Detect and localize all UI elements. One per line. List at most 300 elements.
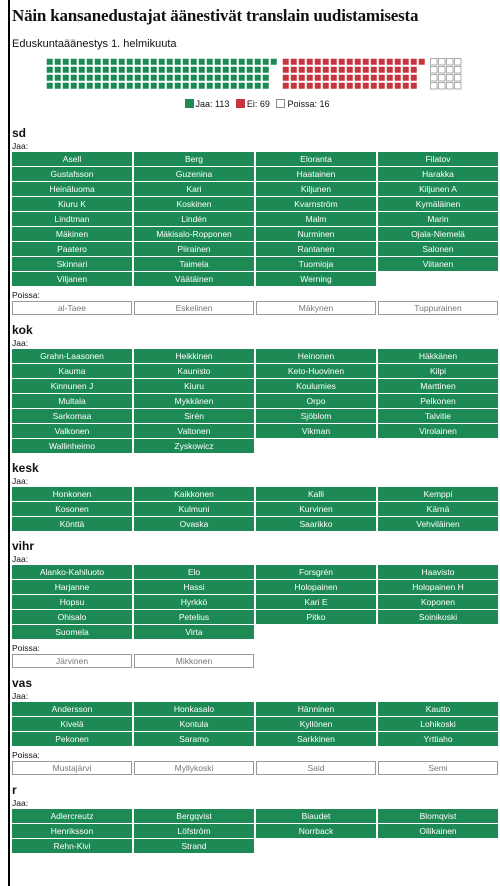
waffle-cell-yes: [255, 83, 262, 90]
waffle-cell-yes: [263, 67, 270, 74]
waffle-cell-yes: [223, 67, 230, 74]
member-yes: Biaudet: [256, 809, 376, 823]
member-yes: Kiuru: [134, 379, 254, 393]
member-absent: Said: [256, 761, 376, 775]
waffle-cell-no: [363, 75, 370, 82]
waffle-cell-absent: [431, 67, 438, 74]
member-yes: Pelkonen: [378, 394, 498, 408]
waffle-cell-yes: [143, 83, 150, 90]
chart-subtitle: Eduskuntaäänestys 1. helmikuuta: [12, 38, 177, 50]
waffle-cell-yes: [119, 67, 126, 74]
waffle-cell-no: [347, 59, 354, 66]
waffle-cell-yes: [183, 83, 190, 90]
member-yes: Heikkinen: [134, 349, 254, 363]
yes-votes-grid: [12, 809, 498, 853]
waffle-cell-yes: [135, 67, 142, 74]
waffle-cell-yes: [47, 59, 54, 66]
member-absent: Eskelinen: [134, 301, 254, 315]
member-yes: Ohisalo: [12, 610, 132, 624]
party-section-r: [12, 781, 498, 853]
waffle-cell-yes: [151, 75, 158, 82]
waffle-cell-yes: [247, 67, 254, 74]
member-yes: Mykkänen: [134, 394, 254, 408]
waffle-cell-absent: [455, 75, 462, 82]
member-absent: Semi: [378, 761, 498, 775]
member-yes: Kinnunen J: [12, 379, 132, 393]
waffle-cell-no: [387, 67, 394, 74]
waffle-cell-absent: [455, 59, 462, 66]
member-yes: Koulumies: [256, 379, 376, 393]
waffle-cell-yes: [111, 75, 118, 82]
waffle-cell-no: [299, 59, 306, 66]
waffle-cell-yes: [175, 75, 182, 82]
waffle-cell-no: [403, 83, 410, 90]
member-yes: Kari E: [256, 595, 376, 609]
waffle-cell-no: [395, 67, 402, 74]
waffle-cell-yes: [135, 59, 142, 66]
member-yes: Marin: [378, 212, 498, 226]
waffle-cell-yes: [79, 59, 86, 66]
waffle-cell-no: [339, 67, 346, 74]
waffle-cell-absent: [447, 67, 454, 74]
waffle-cell-no: [315, 75, 322, 82]
waffle-cell-no: [411, 67, 418, 74]
party-name: r: [12, 783, 17, 797]
waffle-cell-yes: [207, 83, 214, 90]
waffle-cell-yes: [151, 83, 158, 90]
yes-votes-grid: [12, 152, 498, 286]
waffle-cell-yes: [95, 75, 102, 82]
waffle-cell-yes: [135, 83, 142, 90]
waffle-cell-yes: [183, 59, 190, 66]
legend-label-no: Ei: 69: [246, 98, 270, 109]
member-yes: Haatainen: [256, 167, 376, 181]
waffle-cell-yes: [71, 83, 78, 90]
waffle-cell-absent: [439, 67, 446, 74]
waffle-cell-yes: [263, 59, 270, 66]
member-yes: Mäkisalo-Ropponen: [134, 227, 254, 241]
chart-legend: [12, 98, 498, 109]
party-name: kesk: [12, 461, 39, 475]
member-yes: Kaunisto: [134, 364, 254, 378]
waffle-cell-no: [331, 83, 338, 90]
waffle-cell-yes: [255, 75, 262, 82]
waffle-cell-yes: [191, 67, 198, 74]
waffle-cell-no: [339, 83, 346, 90]
member-yes: Kymäläinen: [378, 197, 498, 211]
yes-votes-label: Jaa:: [12, 554, 29, 564]
member-yes: Holopainen: [256, 580, 376, 594]
party-section-kok: [12, 321, 498, 453]
vote-waffle-chart: [46, 58, 466, 92]
waffle-cell-yes: [231, 75, 238, 82]
waffle-cell-yes: [71, 67, 78, 74]
waffle-cell-yes: [263, 75, 270, 82]
waffle-cell-yes: [63, 75, 70, 82]
member-yes: Heinäluoma: [12, 182, 132, 196]
waffle-cell-yes: [47, 75, 54, 82]
waffle-cell-yes: [223, 83, 230, 90]
waffle-cell-yes: [103, 67, 110, 74]
waffle-cell-yes: [71, 59, 78, 66]
absent-votes-label: Poissa:: [12, 643, 40, 653]
legend-label-absent: Poissa: 16: [287, 98, 330, 109]
waffle-cell-yes: [255, 67, 262, 74]
waffle-cell-no: [379, 83, 386, 90]
waffle-cell-no: [291, 67, 298, 74]
waffle-cell-yes: [239, 67, 246, 74]
waffle-cell-yes: [63, 67, 70, 74]
member-yes: Suomela: [12, 625, 132, 639]
waffle-cell-yes: [247, 83, 254, 90]
member-yes: Pekonen: [12, 732, 132, 746]
waffle-cell-no: [307, 59, 314, 66]
member-yes: Rantanen: [256, 242, 376, 256]
absent-votes-label: Poissa:: [12, 290, 40, 300]
member-yes: Rehn-Kivi: [12, 839, 132, 853]
waffle-cell-no: [395, 75, 402, 82]
member-yes: Keto-Huovinen: [256, 364, 376, 378]
waffle-cell-absent: [447, 75, 454, 82]
member-absent: Myllykoski: [134, 761, 254, 775]
member-yes: Andersson: [12, 702, 132, 716]
waffle-cell-absent: [455, 83, 462, 90]
waffle-cell-yes: [239, 83, 246, 90]
waffle-cell-yes: [191, 59, 198, 66]
member-absent: al-Taee: [12, 301, 132, 315]
member-yes: Grahn-Laasonen: [12, 349, 132, 363]
waffle-cell-yes: [143, 75, 150, 82]
waffle-cell-no: [323, 59, 330, 66]
member-yes: Vikman: [256, 424, 376, 438]
member-yes: Saramo: [134, 732, 254, 746]
member-yes: Gustafsson: [12, 167, 132, 181]
waffle-cell-no: [283, 83, 290, 90]
waffle-cell-yes: [111, 83, 118, 90]
waffle-cell-absent: [439, 75, 446, 82]
waffle-cell-no: [307, 67, 314, 74]
member-yes: Lindtman: [12, 212, 132, 226]
member-yes: Marttinen: [378, 379, 498, 393]
waffle-cell-yes: [159, 59, 166, 66]
waffle-cell-yes: [199, 75, 206, 82]
yes-votes-grid: [12, 349, 498, 453]
member-yes: Kemppi: [378, 487, 498, 501]
waffle-cell-yes: [271, 59, 278, 66]
waffle-cell-yes: [111, 67, 118, 74]
member-yes: Kyllönen: [256, 717, 376, 731]
waffle-cell-no: [387, 83, 394, 90]
waffle-cell-yes: [79, 83, 86, 90]
waffle-cell-no: [411, 83, 418, 90]
yes-votes-label: Jaa:: [12, 691, 29, 701]
waffle-cell-no: [347, 67, 354, 74]
member-yes: Kalli: [256, 487, 376, 501]
member-yes: Harjanne: [12, 580, 132, 594]
member-absent: Tuppurainen: [378, 301, 498, 315]
waffle-cell-yes: [239, 59, 246, 66]
waffle-cell-yes: [239, 75, 246, 82]
waffle-cell-yes: [263, 83, 270, 90]
party-section-vihr: [12, 537, 498, 668]
waffle-cell-yes: [95, 67, 102, 74]
waffle-cell-no: [347, 83, 354, 90]
member-absent: Mäkynen: [256, 301, 376, 315]
member-yes: Forsgrén: [256, 565, 376, 579]
member-yes: Haavisto: [378, 565, 498, 579]
waffle-cell-yes: [79, 67, 86, 74]
waffle-cell-no: [347, 75, 354, 82]
waffle-cell-yes: [175, 83, 182, 90]
member-yes: Könttä: [12, 517, 132, 531]
legend-swatch-absent: [276, 99, 285, 108]
waffle-cell-no: [379, 67, 386, 74]
waffle-cell-yes: [47, 83, 54, 90]
chart-title: Näin kansanedustajat äänestivät translain uudistamisesta: [12, 6, 419, 25]
absent-votes-grid: [12, 301, 498, 315]
member-yes: Yrttiaho: [378, 732, 498, 746]
member-yes: Saarikko: [256, 517, 376, 531]
member-yes: Talvitie: [378, 409, 498, 423]
party-name: kok: [12, 323, 33, 337]
waffle-cell-absent: [431, 59, 438, 66]
member-yes: Väätäinen: [134, 272, 254, 286]
waffle-cell-no: [371, 75, 378, 82]
waffle-cell-no: [411, 75, 418, 82]
yes-votes-label: Jaa:: [12, 338, 29, 348]
member-yes: Kauma: [12, 364, 132, 378]
yes-votes-label: Jaa:: [12, 141, 29, 151]
member-yes: Hassi: [134, 580, 254, 594]
member-yes: Harakka: [378, 167, 498, 181]
member-yes: Honkasalo: [134, 702, 254, 716]
member-yes: Petelius: [134, 610, 254, 624]
waffle-cell-no: [323, 75, 330, 82]
waffle-cell-no: [363, 67, 370, 74]
waffle-cell-yes: [87, 75, 94, 82]
member-yes: Sjöblom: [256, 409, 376, 423]
legend-swatch-no: [236, 99, 245, 108]
waffle-cell-yes: [231, 83, 238, 90]
waffle-cell-yes: [119, 59, 126, 66]
waffle-cell-yes: [223, 59, 230, 66]
waffle-cell-no: [323, 67, 330, 74]
member-yes: Valtonen: [134, 424, 254, 438]
member-absent: Mustajärvi: [12, 761, 132, 775]
waffle-cell-yes: [143, 59, 150, 66]
member-yes: Tuomioja: [256, 257, 376, 271]
member-yes: Koponen: [378, 595, 498, 609]
waffle-cell-yes: [119, 75, 126, 82]
waffle-cell-yes: [167, 67, 174, 74]
member-yes: Kosonen: [12, 502, 132, 516]
waffle-cell-no: [299, 83, 306, 90]
waffle-cell-no: [339, 59, 346, 66]
waffle-cell-no: [355, 83, 362, 90]
waffle-cell-yes: [215, 67, 222, 74]
member-yes: Werning: [256, 272, 376, 286]
member-yes: Kärnä: [378, 502, 498, 516]
waffle-cell-yes: [111, 59, 118, 66]
waffle-cell-no: [339, 75, 346, 82]
waffle-cell-no: [403, 75, 410, 82]
waffle-cell-yes: [159, 67, 166, 74]
waffle-cell-no: [363, 83, 370, 90]
waffle-cell-yes: [167, 75, 174, 82]
member-yes: Blomqvist: [378, 809, 498, 823]
member-yes: Kvarnström: [256, 197, 376, 211]
member-yes: Sirén: [134, 409, 254, 423]
member-yes: Vehviläinen: [378, 517, 498, 531]
waffle-cell-no: [307, 83, 314, 90]
waffle-cell-yes: [95, 59, 102, 66]
member-yes: Piirainen: [134, 242, 254, 256]
waffle-cell-no: [315, 59, 322, 66]
yes-votes-label: Jaa:: [12, 476, 29, 486]
waffle-cell-no: [291, 75, 298, 82]
waffle-cell-yes: [79, 75, 86, 82]
member-yes: Kautto: [378, 702, 498, 716]
waffle-cell-yes: [247, 59, 254, 66]
member-yes: Kulmuni: [134, 502, 254, 516]
member-yes: Holopainen H: [378, 580, 498, 594]
waffle-cell-yes: [175, 67, 182, 74]
waffle-cell-yes: [207, 75, 214, 82]
member-yes: Zyskowicz: [134, 439, 254, 453]
waffle-cell-yes: [207, 59, 214, 66]
waffle-cell-no: [395, 83, 402, 90]
absent-votes-grid: [12, 654, 498, 668]
waffle-cell-yes: [103, 75, 110, 82]
waffle-cell-yes: [191, 83, 198, 90]
waffle-cell-yes: [183, 75, 190, 82]
member-absent: Mikkonen: [134, 654, 254, 668]
waffle-cell-yes: [175, 59, 182, 66]
yes-votes-grid: [12, 702, 498, 746]
waffle-cell-no: [299, 75, 306, 82]
member-yes: Elo: [134, 565, 254, 579]
waffle-cell-no: [403, 67, 410, 74]
waffle-cell-no: [371, 67, 378, 74]
waffle-cell-no: [355, 75, 362, 82]
waffle-cell-no: [403, 59, 410, 66]
member-yes: Hopsu: [12, 595, 132, 609]
member-yes: Pitko: [256, 610, 376, 624]
waffle-cell-yes: [95, 83, 102, 90]
waffle-cell-absent: [439, 83, 446, 90]
waffle-cell-no: [355, 59, 362, 66]
party-name: vas: [12, 676, 33, 690]
waffle-cell-yes: [183, 67, 190, 74]
waffle-cell-yes: [119, 83, 126, 90]
party-section-sd: [12, 124, 498, 315]
member-yes: Nurminen: [256, 227, 376, 241]
waffle-cell-no: [379, 75, 386, 82]
member-yes: Löfström: [134, 824, 254, 838]
member-yes: Orpo: [256, 394, 376, 408]
waffle-cell-no: [371, 59, 378, 66]
member-yes: Strand: [134, 839, 254, 853]
waffle-cell-absent: [447, 59, 454, 66]
waffle-cell-yes: [47, 67, 54, 74]
waffle-cell-yes: [159, 83, 166, 90]
waffle-cell-no: [379, 59, 386, 66]
waffle-cell-yes: [215, 59, 222, 66]
member-yes: Multala: [12, 394, 132, 408]
waffle-cell-absent: [447, 83, 454, 90]
waffle-cell-yes: [135, 75, 142, 82]
member-yes: Henriksson: [12, 824, 132, 838]
member-yes: Mäkinen: [12, 227, 132, 241]
member-yes: Guzenina: [134, 167, 254, 181]
waffle-cell-no: [355, 67, 362, 74]
waffle-cell-yes: [143, 67, 150, 74]
waffle-cell-yes: [55, 83, 62, 90]
waffle-cell-yes: [127, 67, 134, 74]
member-yes: Virta: [134, 625, 254, 639]
member-yes: Taimela: [134, 257, 254, 271]
waffle-cell-yes: [231, 67, 238, 74]
member-yes: Viljanen: [12, 272, 132, 286]
waffle-cell-absent: [439, 59, 446, 66]
left-edge-rule: [8, 0, 10, 886]
waffle-cell-no: [315, 83, 322, 90]
member-yes: Honkonen: [12, 487, 132, 501]
member-yes: Koskinen: [134, 197, 254, 211]
infographic: [12, 0, 498, 851]
member-yes: Alanko-Kahiluoto: [12, 565, 132, 579]
party-name: vihr: [12, 539, 35, 553]
waffle-cell-no: [291, 83, 298, 90]
member-yes: Kaikkonen: [134, 487, 254, 501]
member-yes: Lohikoski: [378, 717, 498, 731]
member-absent: Järvinen: [12, 654, 132, 668]
waffle-cell-yes: [215, 83, 222, 90]
member-yes: Virolainen: [378, 424, 498, 438]
member-yes: Ollikainen: [378, 824, 498, 838]
member-yes: Kiuru K: [12, 197, 132, 211]
waffle-cell-yes: [127, 75, 134, 82]
member-yes: Häkkänen: [378, 349, 498, 363]
waffle-cell-no: [307, 75, 314, 82]
waffle-cell-no: [331, 67, 338, 74]
member-yes: Malm: [256, 212, 376, 226]
waffle-cell-yes: [63, 59, 70, 66]
absent-votes-grid: [12, 761, 498, 775]
waffle-cell-yes: [199, 67, 206, 74]
member-yes: Bergqvist: [134, 809, 254, 823]
waffle-cell-no: [387, 59, 394, 66]
waffle-cell-yes: [191, 75, 198, 82]
waffle-cell-no: [331, 59, 338, 66]
waffle-cell-no: [323, 83, 330, 90]
waffle-cell-yes: [103, 59, 110, 66]
waffle-cell-yes: [151, 67, 158, 74]
member-yes: Skinnari: [12, 257, 132, 271]
waffle-cell-yes: [55, 67, 62, 74]
waffle-cell-yes: [255, 59, 262, 66]
member-yes: Filatov: [378, 152, 498, 166]
member-yes: Hyrkkö: [134, 595, 254, 609]
party-name: sd: [12, 126, 27, 140]
waffle-cell-absent: [455, 67, 462, 74]
yes-votes-grid: [12, 487, 498, 531]
member-yes: Ojala-Niemelä: [378, 227, 498, 241]
member-yes: Kontula: [134, 717, 254, 731]
member-yes: Salonen: [378, 242, 498, 256]
member-yes: Ovaska: [134, 517, 254, 531]
member-yes: Soinikoski: [378, 610, 498, 624]
